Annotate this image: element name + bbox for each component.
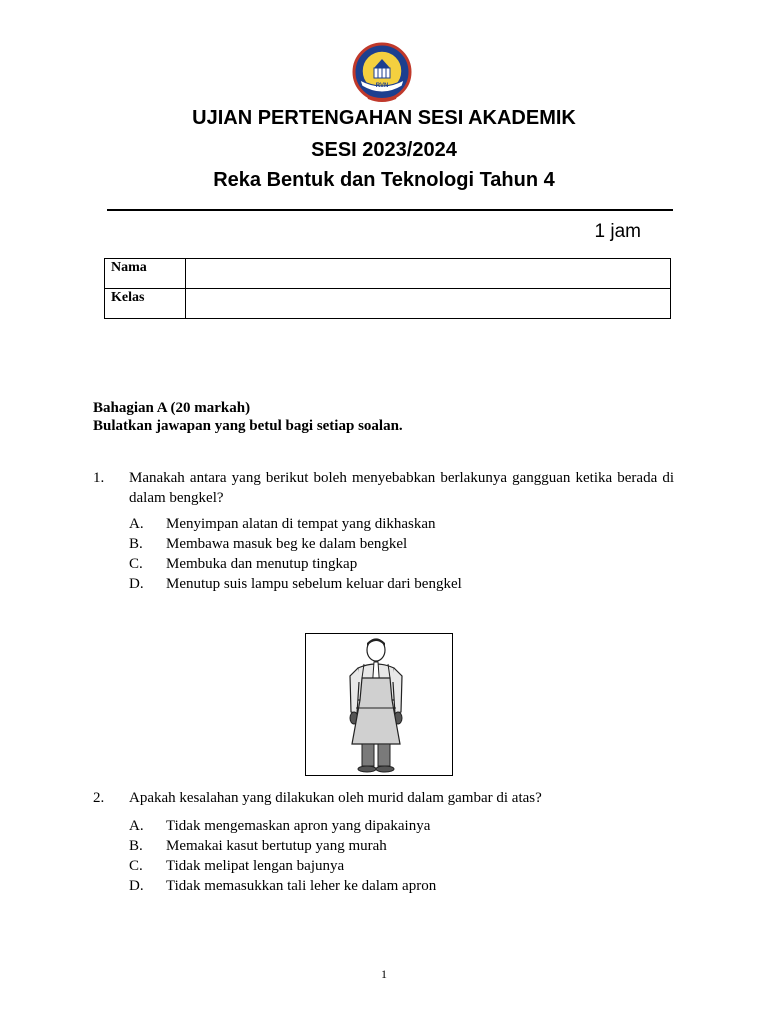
option-text: Membuka dan menutup tingkap bbox=[166, 556, 358, 572]
answer-option[interactable] bbox=[129, 554, 462, 574]
section-heading: Bahagian A (20 markah) bbox=[93, 400, 251, 416]
section-instruction: Bulatkan jawapan yang betul bagi setiap soalan. bbox=[93, 418, 403, 434]
crest-text: RVN bbox=[375, 83, 389, 89]
option-text: Menyimpan alatan di tempat yang dikhaskan bbox=[166, 516, 436, 532]
name-row bbox=[105, 259, 671, 289]
page-number: 1 bbox=[381, 967, 387, 981]
answer-option[interactable] bbox=[129, 534, 462, 554]
exam-subject: Reka Bentuk dan Teknologi Tahun 4 bbox=[213, 169, 555, 191]
answer-option[interactable] bbox=[129, 856, 436, 876]
option-letter: B. bbox=[129, 838, 143, 854]
question-text: Apakah kesalahan yang dilakukan oleh murid dalam gambar di atas? bbox=[129, 790, 542, 806]
answer-options bbox=[129, 514, 462, 594]
class-row bbox=[105, 289, 671, 319]
option-text: Tidak melipat lengan bajunya bbox=[166, 858, 345, 874]
name-field[interactable] bbox=[186, 259, 671, 289]
answer-option[interactable] bbox=[129, 514, 462, 534]
student-apron-illustration bbox=[305, 633, 453, 776]
answer-options bbox=[129, 816, 436, 896]
option-letter: D. bbox=[129, 878, 144, 894]
question-number: 1. bbox=[93, 470, 105, 486]
question-number: 2. bbox=[93, 790, 105, 806]
option-text: Tidak memasukkan tali leher ke dalam apron bbox=[166, 878, 437, 894]
option-letter: A. bbox=[129, 516, 144, 532]
option-letter: C. bbox=[129, 858, 143, 874]
school-crest-logo bbox=[352, 42, 412, 102]
class-label: Kelas bbox=[105, 289, 186, 319]
answer-option[interactable] bbox=[129, 836, 436, 856]
option-text: Menutup suis lampu sebelum keluar dari bengkel bbox=[166, 576, 462, 592]
option-text: Memakai kasut bertutup yang murah bbox=[166, 838, 387, 854]
name-label: Nama bbox=[105, 259, 186, 289]
question-text: Manakah antara yang berikut boleh menyebabkan berlakunya gangguan ketika berada di dalam bengkel? bbox=[129, 470, 674, 506]
option-text: Tidak mengemaskan apron yang dipakainya bbox=[166, 818, 431, 834]
exam-session: SESI 2023/2024 bbox=[311, 139, 457, 161]
answer-option[interactable] bbox=[129, 876, 436, 896]
option-letter: A. bbox=[129, 818, 144, 834]
option-letter: C. bbox=[129, 556, 143, 572]
exam-title: UJIAN PERTENGAHAN SESI AKADEMIK bbox=[192, 107, 576, 129]
exam-duration: 1 jam bbox=[594, 221, 641, 242]
answer-option[interactable] bbox=[129, 816, 436, 836]
answer-option[interactable] bbox=[129, 574, 462, 594]
student-info-table bbox=[104, 258, 671, 319]
option-text: Membawa masuk beg ke dalam bengkel bbox=[166, 536, 408, 552]
class-field[interactable] bbox=[186, 289, 671, 319]
option-letter: B. bbox=[129, 536, 143, 552]
option-letter: D. bbox=[129, 576, 144, 592]
header-divider bbox=[107, 209, 673, 211]
